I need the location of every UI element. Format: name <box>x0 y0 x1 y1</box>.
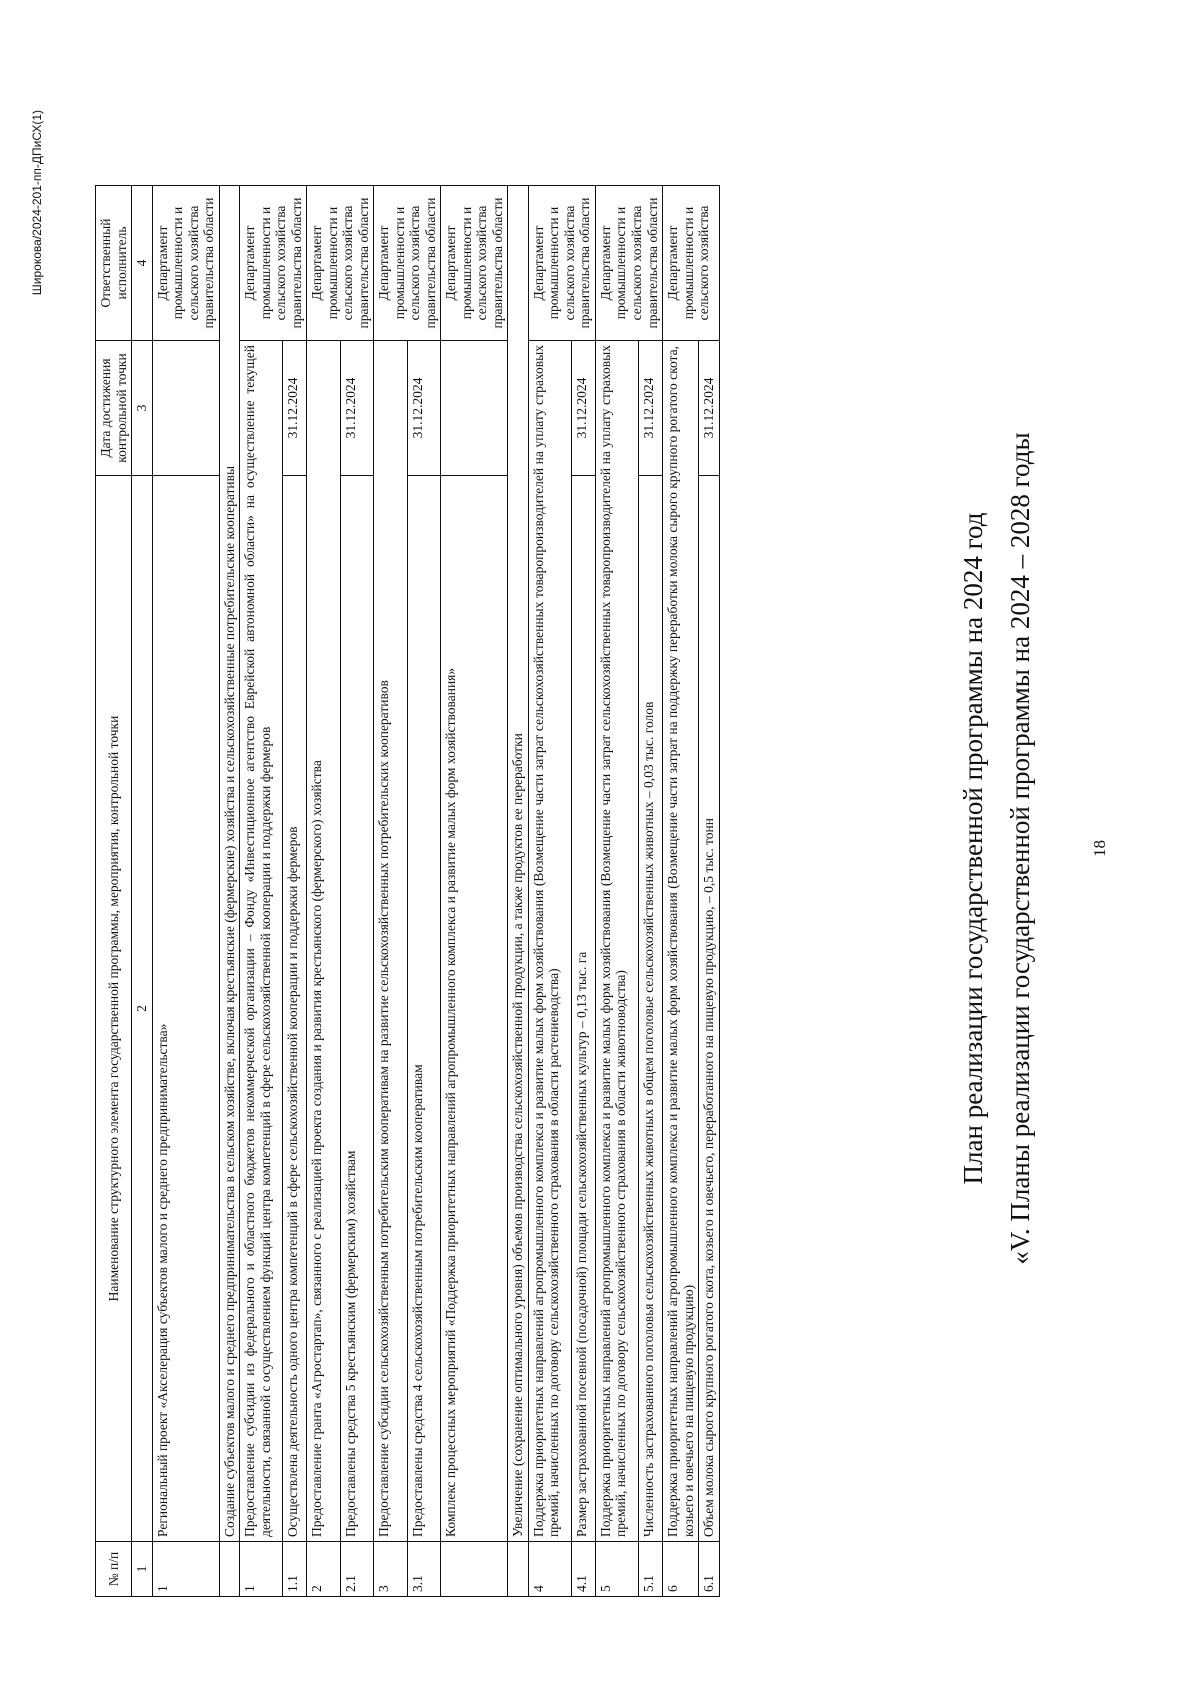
row-name: Размер застрахованной посевной (посадочной) площади сельскохозяйственных культур – 0,13 тыс. га <box>571 476 595 1542</box>
column-number: 4 <box>132 186 153 341</box>
table-row <box>595 186 638 1597</box>
table-row <box>340 186 374 1597</box>
column-number: 3 <box>132 341 153 476</box>
table-header-row <box>96 186 132 1597</box>
row-num: 1 <box>152 1542 219 1597</box>
table-row <box>699 186 720 1597</box>
table-row-task <box>508 186 529 1597</box>
row-num: 2 <box>307 1542 341 1597</box>
column-numbers-row <box>132 186 153 1597</box>
header-responsible: Ответственный исполнитель <box>96 186 132 341</box>
row-num: 5.1 <box>638 1542 662 1597</box>
row-responsible: Департамент промышленности и сельского хозяйства правительства области <box>374 186 441 341</box>
row-responsible: Департамент промышленности и сельского хозяйства правительства области <box>441 186 508 341</box>
row-name: Предоставление гранта «Агростартап», связанного с реализацией проекта создания и развития крестьянского (фермерского) хозяйства <box>307 341 341 1542</box>
row-name: Поддержка приоритетных направлений агропромышленного комплекса и развитие малых форм хозяйствования (Возмещение части затрат сельскохозяйственных товаропроизводителей на уплату страховых премий, начисленных по договору сельскохозяйственного страхования в области животноводства) <box>595 341 638 1542</box>
document-footer: Широкова/2024-201-пп-ДПиСХ(1) <box>30 110 44 296</box>
row-num: 4 <box>528 1542 571 1597</box>
row-date <box>441 341 508 476</box>
row-responsible: Департамент промышленности и сельского хозяйства <box>663 186 720 341</box>
row-date: 31.12.2024 <box>282 341 306 476</box>
page-number: 18 <box>1090 840 1109 857</box>
table-row <box>528 186 571 1597</box>
row-num <box>219 1542 240 1597</box>
table-row <box>307 186 341 1597</box>
column-number: 1 <box>132 1542 153 1597</box>
row-responsible: Департамент промышленности и сельского хозяйства правительства области <box>307 186 374 341</box>
row-num: 4.1 <box>571 1542 595 1597</box>
section-heading: «V. Планы реализации государственной программы на 2024 – 2028 годы <box>1005 432 1035 1265</box>
plan-table <box>95 185 720 1597</box>
row-date: 31.12.2024 <box>407 341 441 476</box>
row-name: Комплекс процессных мероприятий «Поддержка приоритетных направлений агропромышленного комплекса и развитие малых форм хозяйствования» <box>441 476 508 1542</box>
table-row <box>282 186 306 1597</box>
table-row <box>663 186 699 1597</box>
task-text: Создание субъектов малого и среднего предпринимательства в сельском хозяйстве, включая крестьянские (фермерские) хозяйства и сельскохозяйственные потребительские кооперативы <box>219 186 240 1542</box>
row-responsible: Департамент промышленности и сельского хозяйства правительства области <box>595 186 662 341</box>
table-row <box>441 186 508 1597</box>
plan-heading: План реализации государственной программы на 2024 год <box>958 512 988 1185</box>
plan-table-wrapper <box>95 185 910 1597</box>
row-date: 31.12.2024 <box>340 341 374 476</box>
row-name: Поддержка приоритетных направлений агропромышленного комплекса и развитие малых форм хозяйствования (Возмещение части затрат сельскохозяйственных товаропроизводителей на уплату страховых премий, начисленных по договору сельскохозяйственного страхования в области растениеводства) <box>528 341 571 1542</box>
row-name: Предоставлены средства 4 сельскохозяйственным потребительским кооперативам <box>407 476 441 1542</box>
table-row <box>407 186 441 1597</box>
row-name: Численность застрахованного поголовья сельскохозяйственных животных в общем поголовье сельскохозяйственных животных – 0,03 тыс. голов <box>638 476 662 1542</box>
header-name: Наименование структурного элемента государственной программы, мероприятия, контрольной точки <box>96 476 132 1542</box>
row-responsible: Департамент промышленности и сельского хозяйства правительства области <box>240 186 307 341</box>
row-responsible: Департамент промышленности и сельского хозяйства правительства области <box>152 186 219 341</box>
row-num: 3.1 <box>407 1542 441 1597</box>
row-responsible: Департамент промышленности и сельского хозяйства правительства области <box>528 186 595 341</box>
row-num: 6 <box>663 1542 699 1597</box>
row-num: 2.1 <box>340 1542 374 1597</box>
row-num: 1 <box>240 1542 283 1597</box>
table-row <box>638 186 662 1597</box>
table-row <box>152 186 219 1597</box>
column-number: 2 <box>132 476 153 1542</box>
table-row-task <box>219 186 240 1597</box>
table-row <box>374 186 408 1597</box>
row-name: Осуществлена деятельность одного центра компетенций в сфере сельскохозяйственной кооперации и поддержки фермеров <box>282 476 306 1542</box>
row-date <box>152 341 219 476</box>
table-row <box>571 186 595 1597</box>
row-num: 6.1 <box>699 1542 720 1597</box>
header-num: № п/п <box>96 1542 132 1597</box>
row-date: 31.12.2024 <box>699 341 720 476</box>
row-name: Предоставление субсидии сельскохозяйственным потребительским кооперативам на развитие сельскохозяйственных потребительских кооперативов <box>374 341 408 1542</box>
header-date: Дата достижения контрольной точки <box>96 341 132 476</box>
row-num: 5 <box>595 1542 638 1597</box>
task-text: Увеличение (сохранение оптимального уровня) объемов производства сельскохозяйственной продукции, а также продуктов ее переработки <box>508 186 529 1542</box>
row-date: 31.12.2024 <box>571 341 595 476</box>
row-name: Предоставлены средства 5 крестьянским (фермерским) хозяйствам <box>340 476 374 1542</box>
row-num: 3 <box>374 1542 408 1597</box>
row-name: Поддержка приоритетных направлений агропромышленного комплекса и развитие малых форм хозяйствования (Возмещение части затрат на поддержку переработки молока сырого крупного рогатого скота, козьего и овечьего на пищевую продукцию) <box>663 341 699 1542</box>
row-num: 1.1 <box>282 1542 306 1597</box>
row-date: 31.12.2024 <box>638 341 662 476</box>
row-num <box>508 1542 529 1597</box>
table-row <box>240 186 283 1597</box>
row-name: Объем молока сырого крупного рогатого скота, козьего и овечьего, переработанного на пищевую продукцию, – 0,5 тыс. тонн <box>699 476 720 1542</box>
row-name: Региональный проект «Акселерация субъектов малого и среднего предпринимательства» <box>152 476 219 1542</box>
row-name: Предоставление субсидии из федерального и областного бюджетов некоммерческой организации – Фонду «Инвестиционное агентство Еврейской автономной области» на осуществление текущей деятельности, связанной с осуществлением функций центра компетенций в сфере сельскохозяйственной кооперации и поддержки фермеров <box>240 341 283 1542</box>
row-num <box>441 1542 508 1597</box>
